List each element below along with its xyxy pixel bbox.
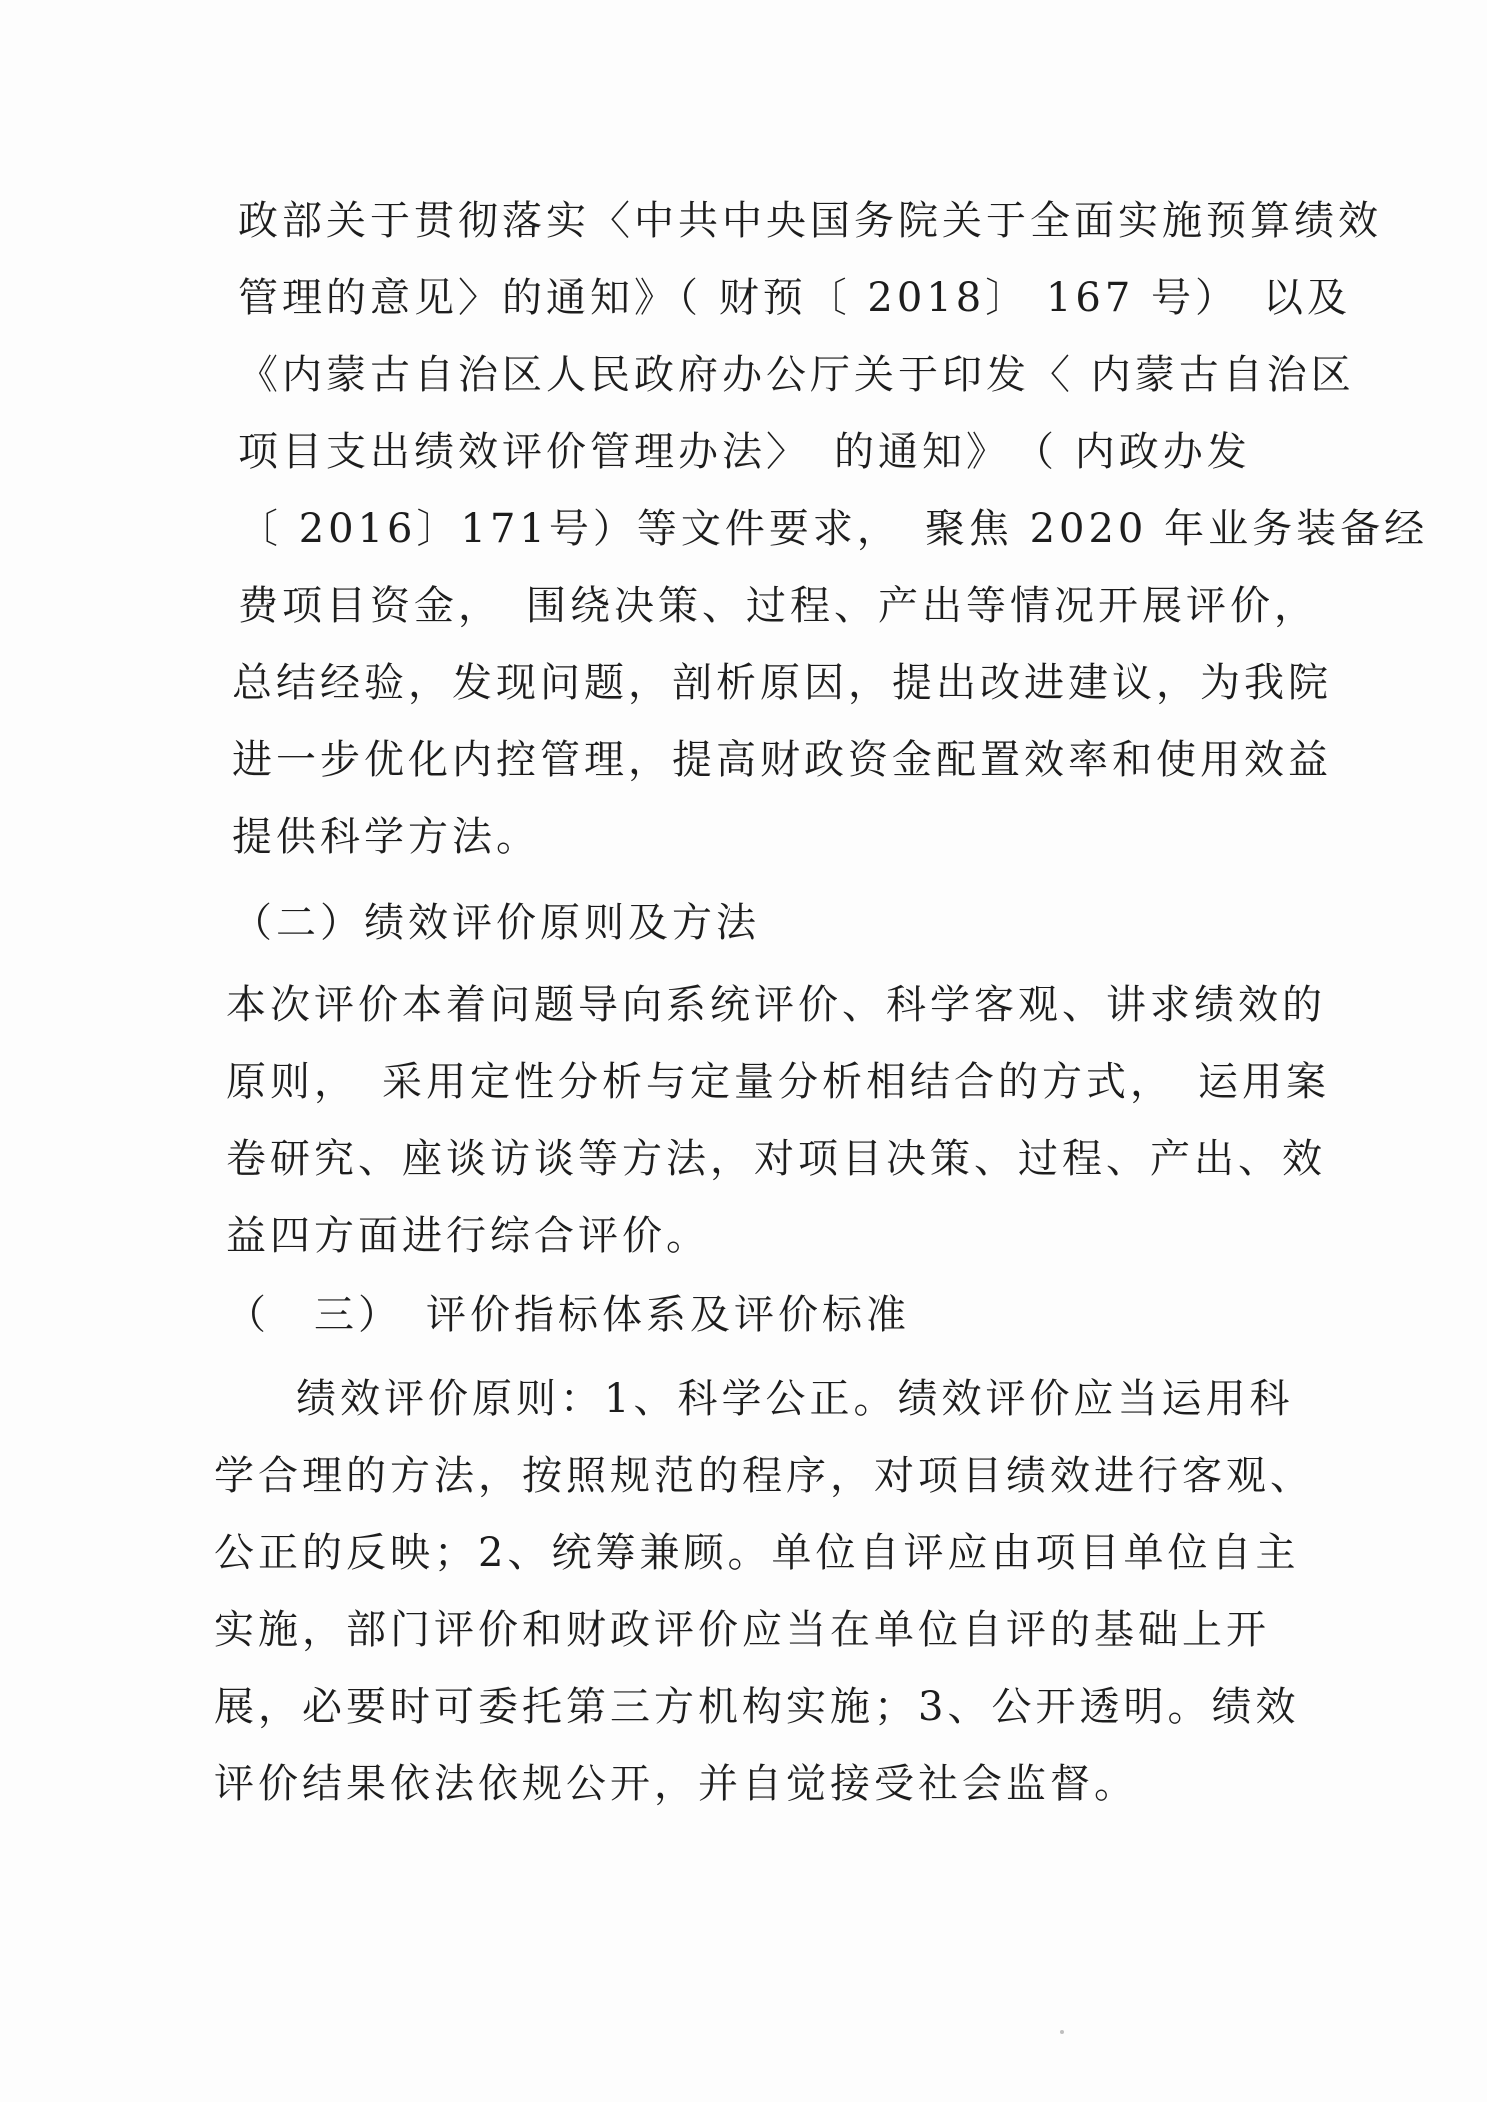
text-line: 提供科学方法。 <box>232 814 540 860</box>
text-line: 公正的反映；2、统筹兼顾。单位自评应由项目单位自主 <box>214 1530 1300 1576</box>
text-line: 实施，部门评价和财政评价应当在单位自评的基础上开 <box>214 1607 1270 1653</box>
text-line: 益四方面进行综合评价。 <box>226 1213 710 1259</box>
text-line: 项目支出绩效评价管理办法〉 的通知》 （ 内政办发 <box>238 429 1251 475</box>
text-line: 《内蒙古自治区人民政府办公厅关于印发〈 内蒙古自治区 <box>238 352 1355 398</box>
text-line: 卷研究、座谈访谈等方法，对项目决策、过程、产出、效 <box>226 1136 1326 1182</box>
text-line: 本次评价本着问题导向系统评价、科学客观、讲求绩效的 <box>226 982 1326 1028</box>
text-line: 评价结果依法依规公开，并自觉接受社会监督。 <box>214 1761 1138 1807</box>
text-line: 管理的意见〉的通知》（ 财预〔 2018〕 167 号） 以及 <box>238 275 1352 321</box>
text-line: 总结经验，发现问题，剖析原因，提出改进建议，为我院 <box>232 660 1332 706</box>
text-line: 绩效评价原则：1、科学公正。绩效评价应当运用科 <box>296 1376 1294 1422</box>
text-line: 费项目资金， 围绕决策、过程、产出等情况开展评价， <box>238 583 1318 629</box>
text-line: 政部关于贯彻落实〈中共中央国务院关于全面实施预算绩效 <box>238 198 1382 244</box>
text-line: 学合理的方法，按照规范的程序，对项目绩效进行客观、 <box>214 1453 1314 1499</box>
section-heading: （二）绩效评价原则及方法 <box>232 900 760 946</box>
text-line: 进一步优化内控管理，提高财政资金配置效率和使用效益 <box>232 737 1332 783</box>
section-heading: （ 三） 评价指标体系及评价标准 <box>226 1292 910 1338</box>
text-line: 展，必要时可委托第三方机构实施；3、公开透明。绩效 <box>214 1684 1300 1730</box>
text-line: 原则， 采用定性分析与定量分析相结合的方式， 运用案 <box>226 1059 1330 1105</box>
scan-speck <box>1060 2030 1064 2034</box>
text-line: 〔 2016〕171号）等文件要求， 聚焦 2020 年业务装备经 <box>238 506 1429 552</box>
